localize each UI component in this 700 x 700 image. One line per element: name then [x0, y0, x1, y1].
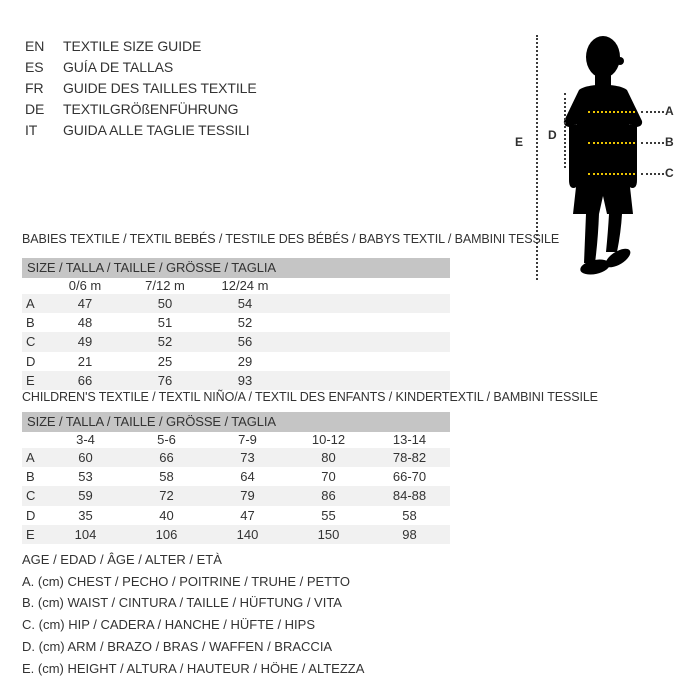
- cell-value: 49: [77, 334, 93, 350]
- column-header-row: [22, 278, 450, 294]
- cell-value: 56: [237, 334, 253, 350]
- column-header: 7/12 m: [145, 278, 185, 293]
- cell-value: 66: [159, 450, 174, 465]
- cell-value: 53: [78, 469, 93, 485]
- chest-measure-line-lead: [641, 111, 664, 113]
- cell-value: 40: [159, 507, 174, 523]
- cell-value: 80: [321, 450, 336, 465]
- cell-value: 98: [402, 526, 417, 542]
- size-figure: [505, 25, 700, 295]
- cell-value: 58: [402, 507, 417, 523]
- child-silhouette-image: [545, 30, 665, 280]
- language-code: IT: [25, 122, 38, 138]
- language-title: TEXTILGRÖßENFÜHRUNG: [63, 101, 239, 117]
- row-label: A: [26, 450, 35, 465]
- row-label: C: [26, 488, 36, 504]
- row-label: E: [26, 526, 35, 542]
- table-row: [22, 313, 450, 332]
- table-row: [22, 467, 450, 486]
- arm-measure-line: [564, 93, 566, 168]
- cell-value: 55: [321, 507, 336, 523]
- language-code: ES: [25, 59, 44, 75]
- column-header-row: [22, 432, 450, 448]
- legend: [22, 549, 364, 679]
- cell-value: 64: [240, 469, 255, 485]
- column-header: 12/24 m: [221, 278, 269, 293]
- cell-value: 72: [159, 488, 174, 504]
- children-table-section: [22, 390, 598, 544]
- column-header: 5-6: [157, 432, 176, 447]
- language-row: [25, 36, 257, 57]
- measure-label-a: A: [665, 104, 674, 118]
- language-row: [25, 78, 257, 99]
- cell-value: 73: [240, 450, 255, 465]
- column-header: 7-9: [238, 432, 257, 447]
- language-title: GUIDA ALLE TAGLIE TESSILI: [63, 122, 250, 138]
- size-header-bar: SIZE / TALLA / TAILLE / GRÖSSE / TAGLIA: [22, 412, 450, 432]
- column-header: 0/6 m: [68, 278, 102, 293]
- language-code: DE: [25, 101, 45, 117]
- column-header: 3-4: [76, 432, 95, 447]
- cell-value: 52: [237, 315, 253, 331]
- babies-table-section: [22, 232, 560, 390]
- column-header: 10-12: [311, 432, 346, 447]
- cell-value: 76: [157, 372, 173, 388]
- row-label: D: [26, 353, 36, 369]
- cell-value: 47: [77, 296, 93, 311]
- column-header: 13-14: [392, 432, 427, 447]
- table-row: [22, 448, 450, 467]
- cell-value: 106: [155, 526, 178, 542]
- language-title: TEXTILE SIZE GUIDE: [63, 38, 202, 54]
- chest-measure-line-body: [588, 111, 635, 113]
- cell-value: 66-70: [392, 469, 427, 485]
- language-row: [25, 120, 257, 141]
- row-label: D: [26, 507, 36, 523]
- legend-line: D. (cm) ARM / BRAZO / BRAS / WAFFEN / BRACCIA: [22, 638, 333, 654]
- legend-line: C. (cm) HIP / CADERA / HANCHE / HÜFTE / HIPS: [22, 617, 316, 633]
- cell-value: 86: [321, 488, 336, 504]
- cell-value: 52: [157, 334, 173, 350]
- language-code: EN: [25, 38, 45, 54]
- size-header-bar: SIZE / TALLA / TAILLE / GRÖSSE / TAGLIA: [22, 258, 450, 278]
- waist-measure-line-body: [588, 142, 635, 144]
- cell-value: 104: [74, 526, 97, 542]
- row-label: B: [26, 315, 35, 331]
- table-row: [22, 294, 450, 313]
- cell-value: 25: [157, 353, 173, 369]
- cell-value: 140: [236, 526, 259, 542]
- cell-value: 78-82: [392, 450, 427, 465]
- section-heading: CHILDREN'S TEXTILE / TEXTIL NIÑO/A / TEXTIL DES ENFANTS / KINDERTEXTIL / BAMBINI TESSILE: [22, 390, 598, 404]
- table-row: [22, 486, 450, 505]
- cell-value: 51: [157, 315, 173, 331]
- language-title: GUIDE DES TAILLES TEXTILE: [63, 80, 257, 96]
- cell-value: 150: [317, 526, 340, 542]
- cell-value: 35: [78, 507, 93, 523]
- legend-line: B. (cm) WAIST / CINTURA / TAILLE / HÜFTUNG / VITA: [22, 595, 342, 611]
- row-label: C: [26, 334, 36, 350]
- cell-value: 70: [321, 469, 336, 485]
- language-row: [25, 99, 257, 120]
- hip-measure-line-body: [588, 173, 635, 175]
- cell-value: 93: [237, 372, 253, 388]
- cell-value: 59: [78, 488, 93, 504]
- table-row: [22, 332, 450, 351]
- hip-measure-line-lead: [641, 173, 664, 175]
- language-code: FR: [25, 80, 44, 96]
- cell-value: 47: [240, 507, 255, 523]
- table-row: [22, 352, 450, 371]
- cell-value: 21: [77, 353, 93, 369]
- row-label: E: [26, 372, 35, 388]
- language-title: GUÍA DE TALLAS: [63, 59, 174, 75]
- measure-label-d: D: [548, 128, 557, 142]
- measure-label-c: C: [665, 166, 674, 180]
- waist-measure-line-lead: [641, 142, 664, 144]
- cell-value: 84-88: [392, 488, 427, 504]
- table-row: [22, 371, 450, 390]
- measure-label-b: B: [665, 135, 674, 149]
- legend-line: E. (cm) HEIGHT / ALTURA / HAUTEUR / HÖHE / ALTEZZA: [22, 660, 365, 676]
- row-label: A: [26, 296, 35, 311]
- cell-value: 48: [77, 315, 93, 331]
- cell-value: 50: [157, 296, 173, 311]
- table-row: [22, 525, 450, 544]
- column-header-spacer: [22, 278, 45, 294]
- measure-label-e: E: [515, 135, 524, 149]
- table-row: [22, 506, 450, 525]
- section-heading: BABIES TEXTILE / TEXTIL BEBÉS / TESTILE DES BÉBÉS / BABYS TEXTIL / BAMBINI TESSILE: [22, 232, 560, 246]
- cell-value: 66: [77, 372, 93, 388]
- cell-value: 58: [159, 469, 174, 485]
- cell-value: 60: [78, 450, 93, 465]
- row-label: B: [26, 469, 35, 485]
- cell-value: 29: [237, 353, 253, 369]
- legend-line: AGE / EDAD / ÂGE / ALTER / ETÀ: [22, 552, 222, 567]
- legend-line: A. (cm) CHEST / PECHO / POITRINE / TRUHE / PETTO: [22, 573, 350, 589]
- cell-value: 54: [237, 296, 253, 311]
- column-header-spacer: [22, 432, 45, 448]
- cell-value: 79: [240, 488, 255, 504]
- language-row: [25, 57, 257, 78]
- language-title-list: [25, 36, 257, 141]
